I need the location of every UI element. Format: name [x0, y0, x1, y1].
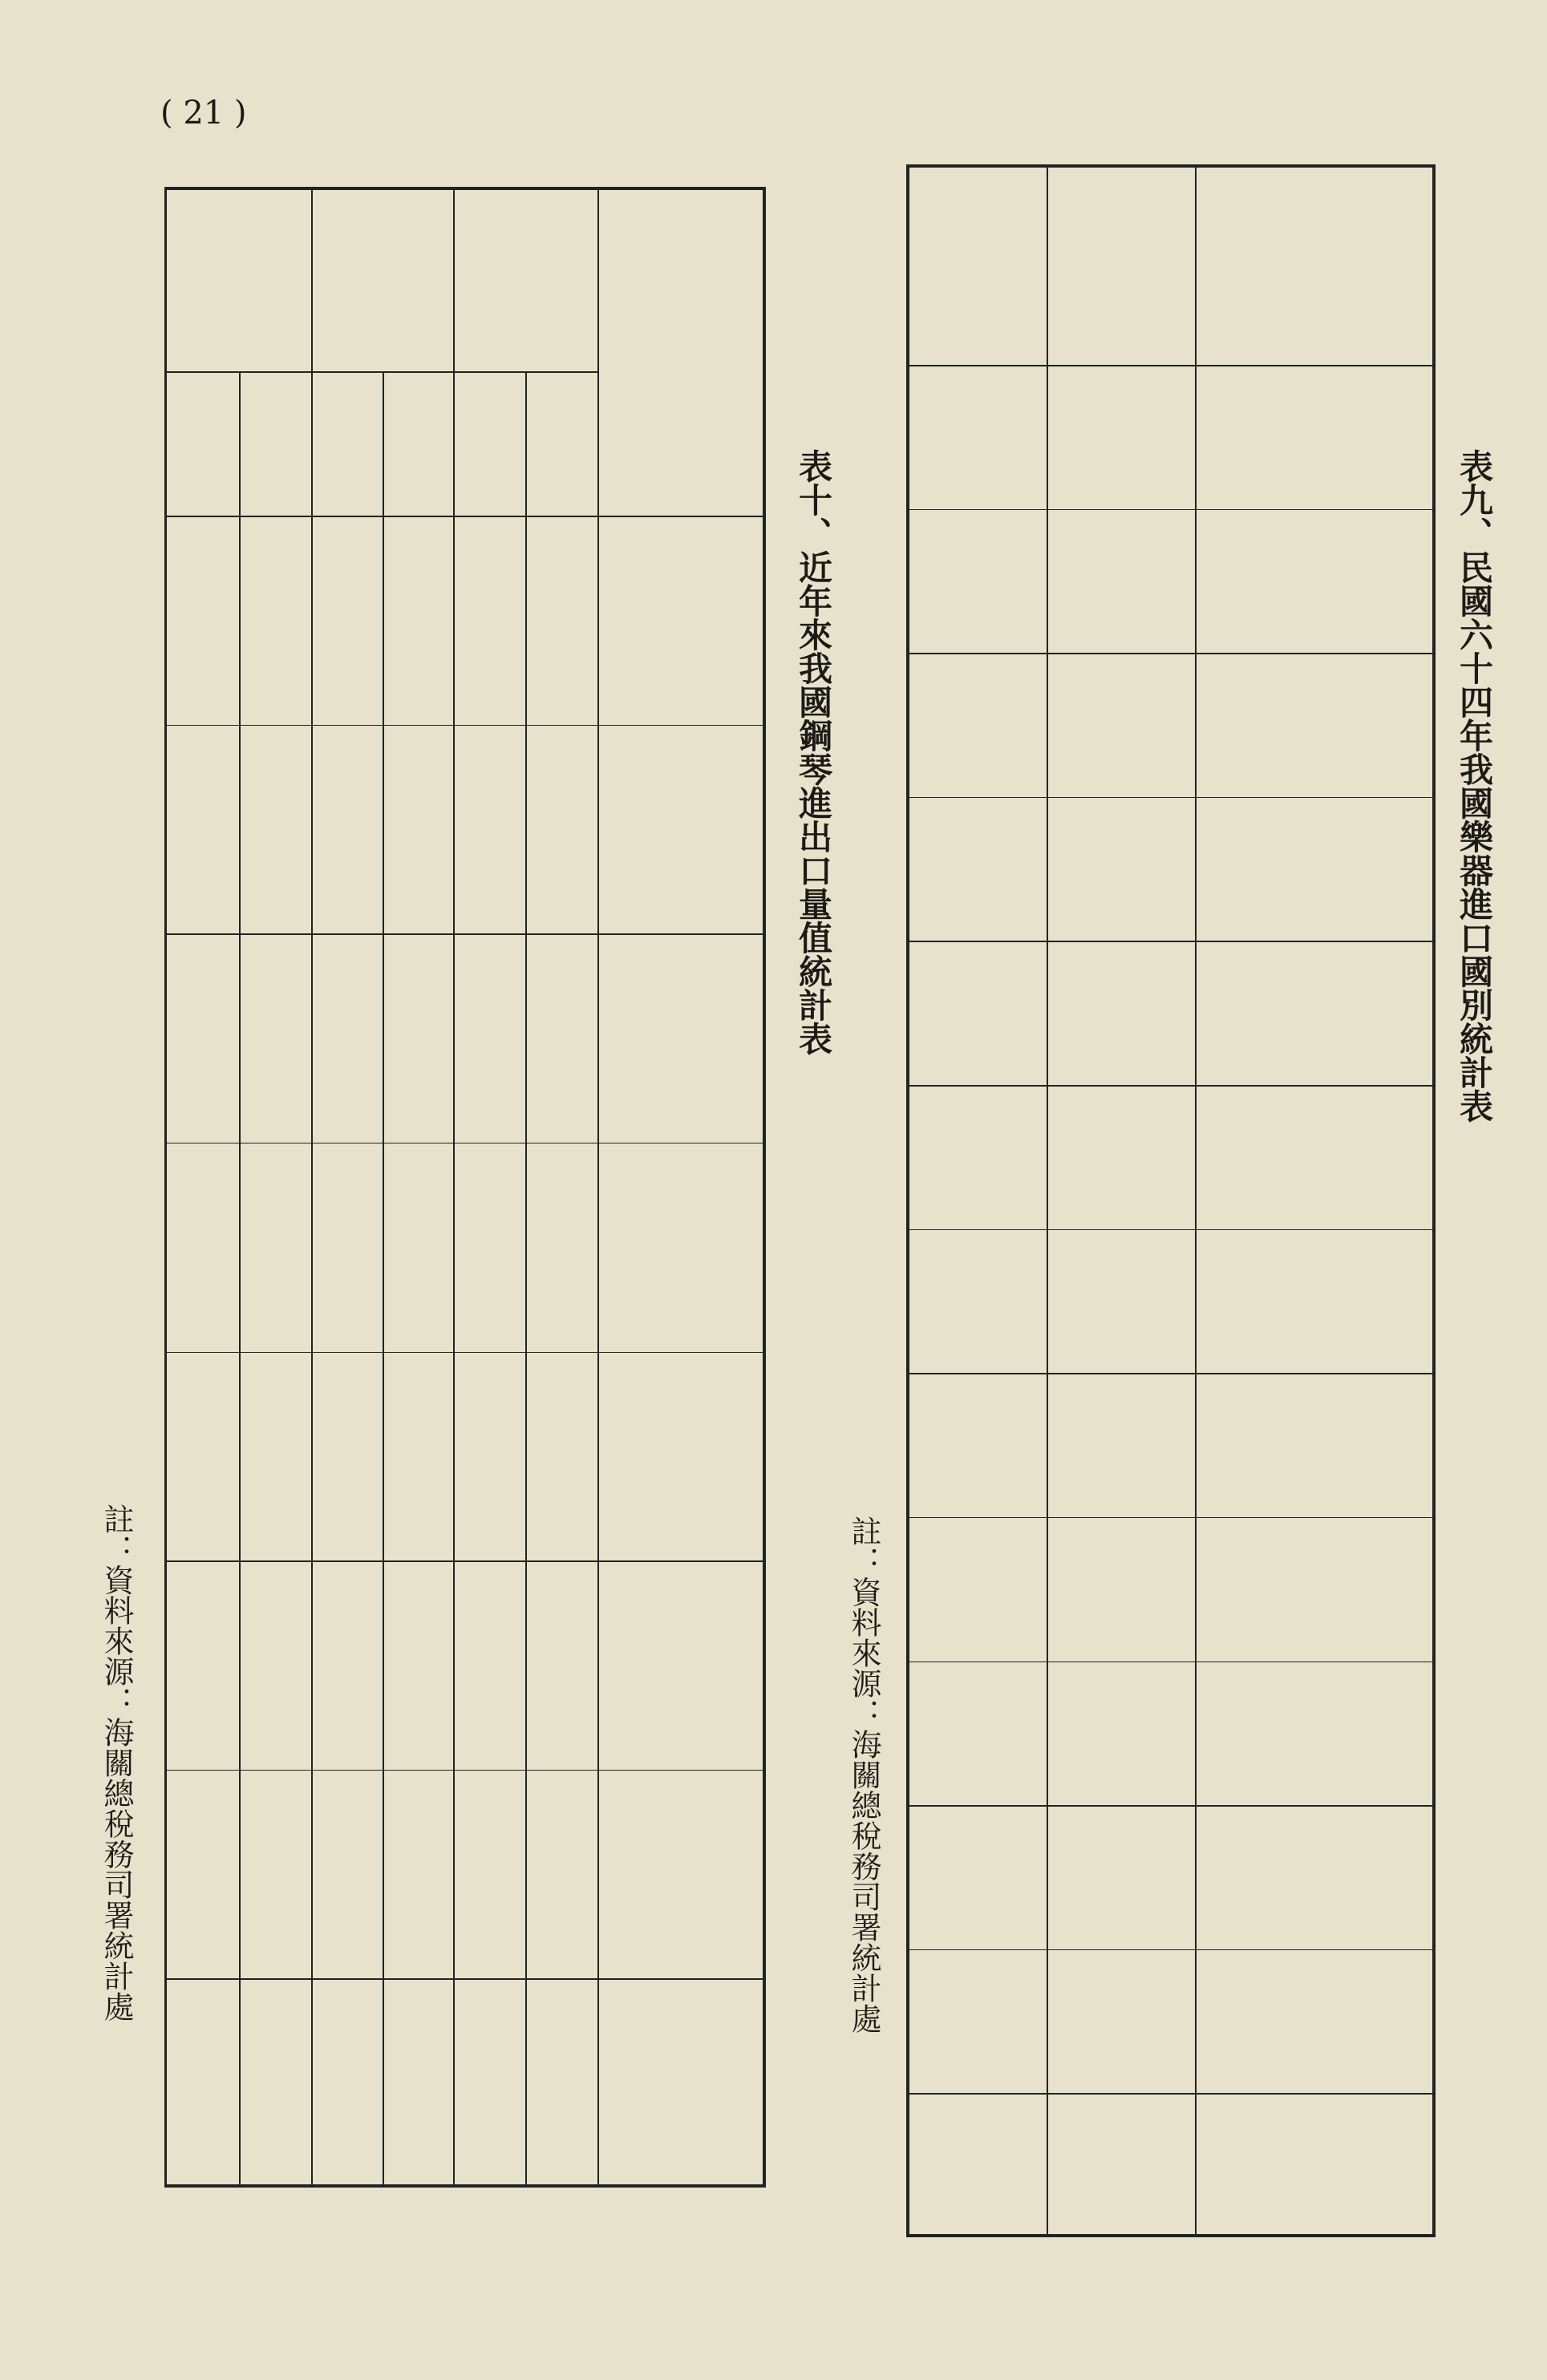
data-cell [164, 725, 239, 934]
percent-cell [906, 1373, 1047, 1517]
data-cell [525, 516, 597, 725]
data-cell [239, 1978, 311, 2188]
percent-cell [906, 797, 1047, 941]
page-number: ( 21 ) [160, 95, 247, 132]
value-cell [1047, 797, 1195, 941]
value-cell [1047, 653, 1195, 797]
data-cell [239, 725, 311, 934]
table10-title: 表十、近年來我國鋼琴進出口量值統計表 [794, 449, 833, 1055]
data-cell [525, 725, 597, 934]
header-year [597, 187, 766, 516]
group-header [311, 187, 453, 371]
header-percent [906, 164, 1047, 365]
country-cell [1195, 365, 1436, 509]
value-cell [1047, 509, 1195, 654]
data-cell [525, 1560, 597, 1770]
percent-cell [906, 1085, 1047, 1229]
data-cell [164, 1352, 239, 1561]
data-cell [453, 1560, 525, 1770]
header-country [1195, 164, 1436, 365]
value-cell [1047, 1373, 1195, 1517]
data-cell [525, 1978, 597, 2188]
percent-cell [906, 653, 1047, 797]
data-cell [164, 1143, 239, 1352]
data-cell [453, 1143, 525, 1352]
data-cell [239, 1352, 311, 1561]
country-cell [1195, 941, 1436, 1085]
data-cell [164, 1770, 239, 1979]
data-cell [239, 933, 311, 1143]
sub-header-val [311, 371, 383, 516]
year-cell [597, 1770, 766, 1979]
percent-cell [906, 509, 1047, 654]
country-cell [1195, 1949, 1436, 2094]
value-cell [1047, 941, 1195, 1085]
sub-header-qty [525, 371, 597, 516]
data-cell [311, 725, 383, 934]
table9-title: 表九、民國六十四年我國樂器進口國別統計表 [1455, 449, 1494, 1123]
percent-cell [906, 1229, 1047, 1374]
data-cell [453, 516, 525, 725]
value-cell [1047, 365, 1195, 509]
data-cell [383, 516, 453, 725]
data-cell [239, 1560, 311, 1770]
group-header [164, 187, 311, 371]
data-cell [383, 1143, 453, 1352]
data-cell [383, 1352, 453, 1561]
data-cell [239, 516, 311, 725]
value-cell [1047, 1229, 1195, 1374]
sub-header-val [164, 371, 239, 516]
data-cell [311, 933, 383, 1143]
data-cell [453, 1770, 525, 1979]
percent-cell [906, 365, 1047, 509]
data-cell [383, 725, 453, 934]
year-cell [597, 1352, 766, 1561]
value-cell [1047, 1085, 1195, 1229]
value-cell [1047, 1662, 1195, 1806]
year-cell [597, 1560, 766, 1770]
data-cell [311, 1978, 383, 2188]
data-cell [525, 1143, 597, 1352]
table9 [906, 164, 1436, 2237]
percent-cell [906, 2093, 1047, 2237]
data-cell [525, 1352, 597, 1561]
table9-note: 註：資料來源：海關總稅務司署統計處 [846, 1516, 881, 2034]
sub-header-val [453, 371, 525, 516]
data-cell [525, 1770, 597, 1979]
data-cell [239, 1770, 311, 1979]
sub-header-qty [239, 371, 311, 516]
data-cell [164, 516, 239, 725]
data-cell [383, 1560, 453, 1770]
data-cell [311, 1143, 383, 1352]
country-cell [1195, 1517, 1436, 1662]
year-cell [597, 1978, 766, 2188]
country-cell [1195, 1373, 1436, 1517]
table10-note: 註：資料來源：海關總稅務司署統計處 [99, 1504, 134, 2022]
percent-cell [906, 1662, 1047, 1806]
data-cell [164, 1978, 239, 2188]
percent-cell [906, 1805, 1047, 1949]
data-cell [311, 516, 383, 725]
data-cell [383, 1770, 453, 1979]
percent-cell [906, 1517, 1047, 1662]
data-cell [453, 1352, 525, 1561]
data-cell [164, 1560, 239, 1770]
percent-cell [906, 1949, 1047, 2094]
country-cell [1195, 1662, 1436, 1806]
data-cell [164, 933, 239, 1143]
country-cell [1195, 653, 1436, 797]
data-cell [239, 1143, 311, 1352]
data-cell [453, 933, 525, 1143]
country-cell [1195, 509, 1436, 654]
value-cell [1047, 1517, 1195, 1662]
country-cell [1195, 2093, 1436, 2237]
header-value [1047, 164, 1195, 365]
value-cell [1047, 1949, 1195, 2094]
data-cell [453, 725, 525, 934]
country-cell [1195, 1805, 1436, 1949]
data-cell [311, 1560, 383, 1770]
year-cell [597, 1143, 766, 1352]
sub-header-qty [383, 371, 453, 516]
table10 [164, 187, 766, 2188]
data-cell [453, 1978, 525, 2188]
country-cell [1195, 797, 1436, 941]
country-cell [1195, 1229, 1436, 1374]
value-cell [1047, 1805, 1195, 1949]
data-cell [383, 1978, 453, 2188]
data-cell [311, 1352, 383, 1561]
data-cell [311, 1770, 383, 1979]
year-cell [597, 516, 766, 725]
value-cell [1047, 2093, 1195, 2237]
percent-cell [906, 941, 1047, 1085]
year-cell [597, 933, 766, 1143]
data-cell [525, 933, 597, 1143]
country-cell [1195, 1085, 1436, 1229]
group-header [453, 187, 597, 371]
data-cell [383, 933, 453, 1143]
year-cell [597, 725, 766, 934]
